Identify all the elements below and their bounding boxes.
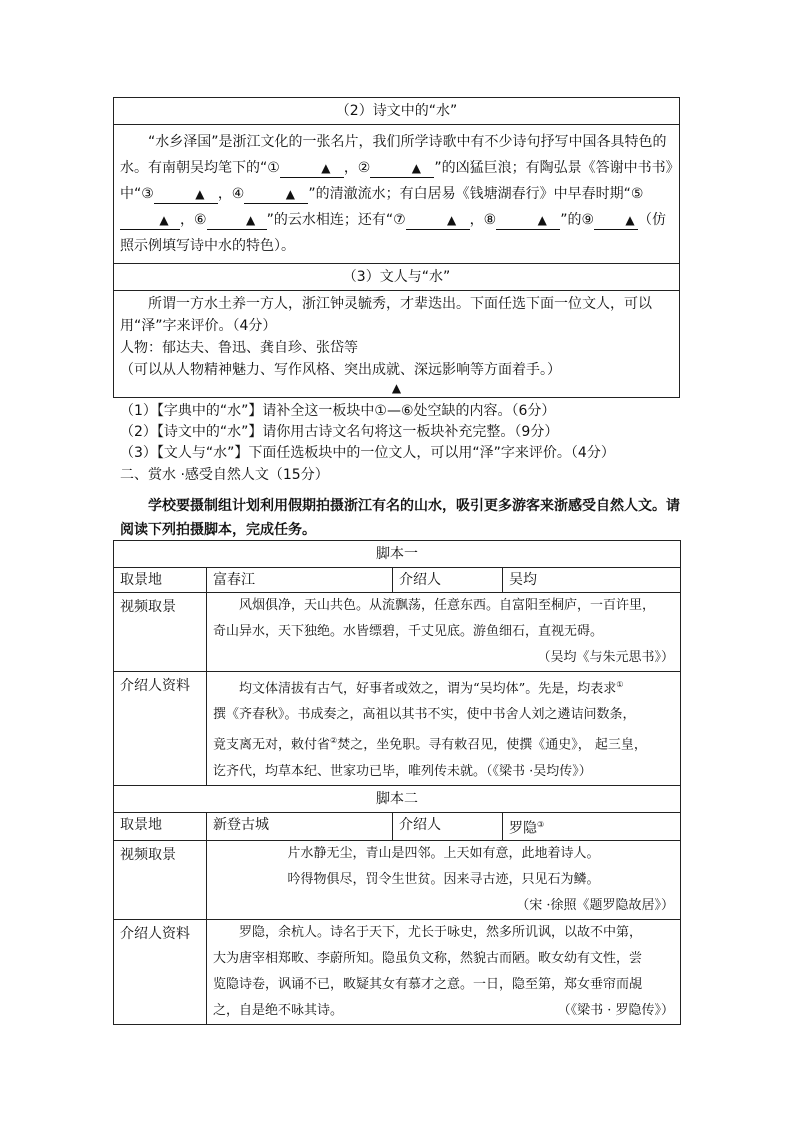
question-2: （2）【诗文中的“水”】请你用古诗文名句将这一板块补充完整。（9分） [120, 424, 559, 440]
poem-text: ”的云水相连；还有“⑦ [266, 212, 406, 228]
top-table [113, 97, 680, 398]
scripts-table [113, 540, 681, 1025]
people-section-body [114, 291, 680, 398]
script-1-title: 脚本一 [114, 541, 681, 568]
people-paragraph: 所谓一方水土养一方人，浙江钟灵毓秀，才辈迭出。下面任选下面一位文人，可以用“泽”字来评价。（4分） [120, 296, 652, 334]
poem-text: ”的凶猛巨浪；有陶弘景《答谢中书书》中“③ [120, 160, 673, 202]
script-1-video-line: 奇山异水，天下独绝。水皆缥碧，千丈见底。游鱼细石，直视无碍。 [213, 624, 604, 639]
script-2-info-source: （《梁书 · 罗隐传》） [557, 1003, 674, 1019]
script-1-video-body [207, 593, 681, 672]
script-2-info-label: 介绍人资料 [114, 920, 207, 1025]
blank-1[interactable]: ▲ [280, 159, 344, 178]
script-1-video-label: 视频取景 [114, 593, 207, 672]
script-1-intro-label: 介绍人 [393, 568, 503, 593]
script-2-place: 新登古城 [207, 812, 393, 841]
blank-8[interactable]: ▲ [496, 211, 560, 230]
script-2-info-line: 览隐诗卷，讽诵不已，畋疑其女有慕才之意。一日，隐至第，郑女垂帘而覘 [213, 977, 643, 993]
script-1-info-line: 撰《齐春秋》。书成奏之，高祖以其书不实，使中书舍人刘之遴诘问数条， [213, 707, 636, 723]
script-1-video-source: （吴均《与朱元思书》） [537, 650, 674, 665]
script-1-info-label: 介绍人资料 [114, 672, 207, 786]
poem-text: ”的清澈流水；有白居易《钱塘湖春行》中早春时期“⑤ [308, 186, 644, 202]
poem-text: （仿照示例填写诗中水的特色）。 [120, 212, 666, 254]
script-2-video-source: （宋 ·徐照《题罗隐故居》） [516, 898, 674, 914]
question-1: （1）【字典中的“水”】请补全这一板块中①—⑥处空缺的内容。（6分） [120, 403, 556, 419]
script-2-info-line: 罗隐，余杭人。诗名于天下，尤长于咏史，然多所讥讽，以故不中第， [239, 925, 643, 941]
script-1-intro: 吴均 [503, 568, 681, 593]
script-2-video-line: 片水静无尘，青山是四邻。上天如有意，此地着诗人。 [287, 846, 600, 862]
poem-section-body [114, 125, 680, 264]
script-2-title: 脚本二 [114, 785, 681, 812]
people-list: 人物：郁达夫、鲁迅、龚自珍、张岱等 [120, 340, 358, 356]
script-2-info-line: 之，自是绝不咏其诗。 （《梁书 · 罗隐传》） [213, 998, 674, 1024]
people-section-header: （3）文人与“水” [114, 264, 680, 291]
section-intro: 学校要摄制组计划利用假期拍摄浙江有名的山水，吸引更多游客来浙感受自然人文。请阅读下列拍摄脚本，完成任务。 [120, 498, 680, 538]
blank-5[interactable]: ▲ [120, 211, 180, 230]
question-3: （3）【文人与“水”】下面任选板块中的一位文人，可以用“泽”字来评价。（4分） [120, 445, 615, 461]
poem-text: “水乡泽国”是浙江文化的一张名片，我们所学诗歌中有不少诗句抒写中国各具特色的水。有南朝吴均笔下的“① [120, 134, 667, 176]
poem-section-header: （2）诗文中的“水” [114, 98, 680, 125]
script-1-info-line: 均文体清拔有古气，好事者或效之，谓为“吴均体”。先是，均表求① [239, 680, 624, 697]
people-hint: （可以从人物精神魅力、写作风格、突出成就、深远影响等方面着手。） [120, 362, 561, 378]
blank-6[interactable]: ▲ [207, 211, 267, 230]
script-2-intro: 罗隐③ [503, 812, 681, 841]
script-2-place-label: 取景地 [114, 812, 207, 841]
blank-9[interactable]: ▲ [594, 211, 638, 230]
blank-2[interactable]: ▲ [370, 159, 434, 178]
poem-paragraph [120, 129, 673, 259]
script-1-info-line: 讫齐代，均草本纪、世家功已毕，唯列传未就。（《梁书 ·吴均传》） [213, 763, 592, 779]
answer-mark: ▲ [391, 381, 402, 395]
script-2-info-body [207, 920, 681, 1025]
section-title: 二、赏水 ·感受自然人文（15分） [120, 467, 329, 483]
script-1-place: 富春江 [207, 568, 393, 593]
poem-text: ，⑧ [469, 212, 497, 228]
script-2-info-line: 大为唐宰相郑畋、李蔚所知。隐虽负文称，然貌古而陋。畋女幼有文性，尝 [213, 951, 643, 967]
poem-text: ，② [343, 160, 371, 176]
script-2-intro-label: 介绍人 [393, 812, 503, 841]
blank-7[interactable]: ▲ [406, 211, 470, 230]
script-1-place-label: 取景地 [114, 568, 207, 593]
script-2-video-body [207, 841, 681, 920]
script-2-video-line: 吟得物俱尽，罚令生世贫。因来寻古迹，只见石为鳞。 [287, 872, 600, 888]
blank-3[interactable]: ▲ [154, 185, 218, 204]
questions-list [120, 401, 700, 464]
poem-text: ，⑥ [180, 212, 207, 228]
blank-4[interactable]: ▲ [244, 185, 308, 204]
script-1-info-body [207, 672, 681, 786]
script-2-video-label: 视频取景 [114, 841, 207, 920]
poem-text: ，④ [217, 186, 245, 202]
script-1-info-line: 竟支离无对，敕付省②焚之，坐免职。寻有敕召见，使撰《通史》， 起三皇， [213, 736, 647, 753]
script-1-video-line: 风烟俱净，天山共色。从流飘荡，任意东西。自富阳至桐庐，一百许里， [239, 598, 656, 613]
poem-text: ”的⑨ [560, 212, 594, 228]
